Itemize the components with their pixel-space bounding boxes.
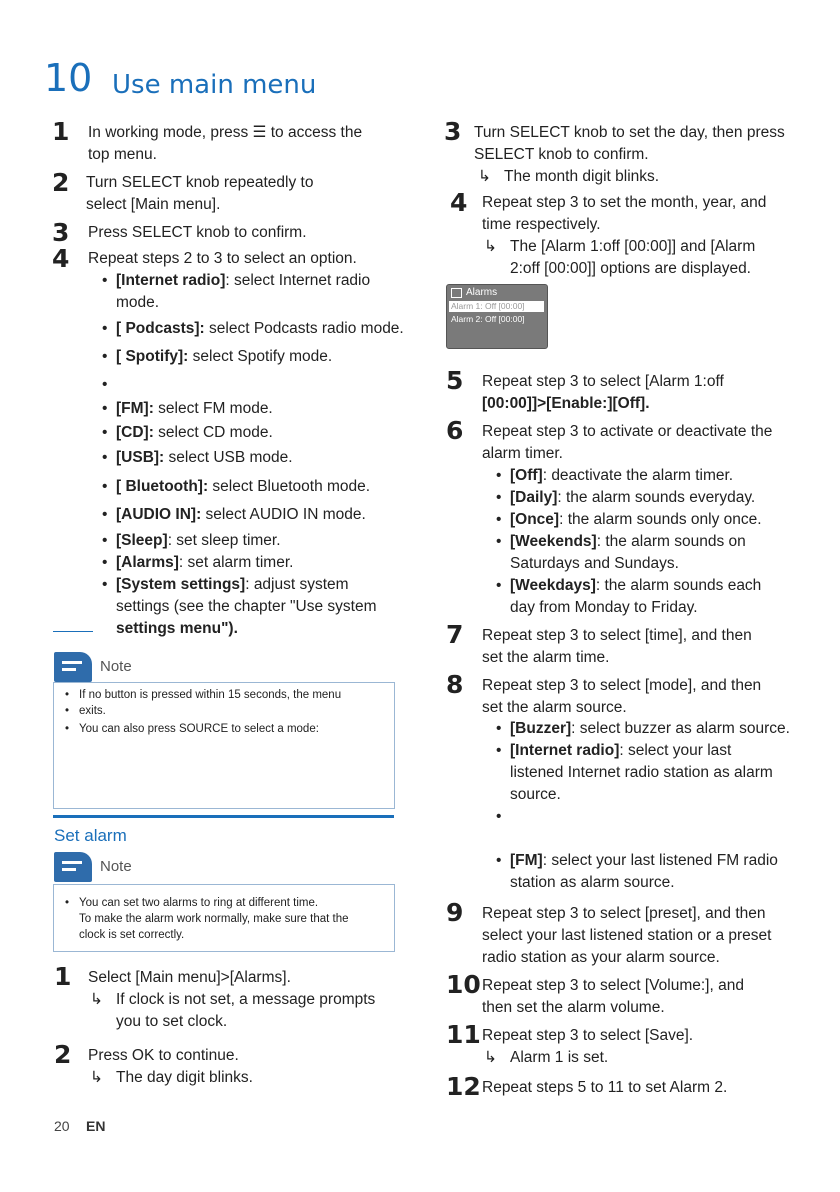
step-number: 4 <box>52 244 70 273</box>
option-item: • [ Bluetooth]: select Bluetooth mode. <box>116 476 446 498</box>
step-text: Repeat step 3 to select [preset], and then select your last listened station or a preset radio station as your alarm source. <box>482 905 772 966</box>
note-icon <box>54 852 92 882</box>
step-number: 11 <box>446 1020 481 1049</box>
step-number: 7 <box>446 620 464 649</box>
step-text: Repeat step 3 to select [time], and then set the alarm time. <box>482 627 752 666</box>
option-item: • [Internet radio]: select Internet radio <box>116 270 446 292</box>
result-arrow-icon: ↳ <box>90 1069 103 1086</box>
option-item: • [Internet radio]: select your last <box>510 740 810 762</box>
option-item <box>116 374 446 396</box>
screen-row-selected: Alarm 1: Off [00:00] <box>449 301 544 312</box>
step-text: Repeat step 3 to select [Save]. <box>482 1027 694 1044</box>
option-item: • [Weekends]: the alarm sounds on <box>510 531 810 553</box>
option-item: • [Once]: the alarm sounds only once. <box>510 509 810 531</box>
note-box: • You can set two alarms to ring at different time. To make the alarm work normally, make sure that the clock is set correctly. <box>53 884 395 952</box>
result-text: If clock is not set, a message prompts you to set clock. <box>116 991 376 1030</box>
option-item: • [FM]: select your last listened FM radio <box>510 850 810 872</box>
step-text: Repeat step 3 to select [Alarm 1:off [00:00]]>[Enable:][Off]. <box>482 373 724 412</box>
step-number: 1 <box>54 962 72 991</box>
step-text: Press SELECT knob to confirm. <box>88 224 307 241</box>
option-item-cont: day from Monday to Friday. <box>510 599 698 616</box>
result-arrow-icon: ↳ <box>484 238 497 255</box>
step-number: 1 <box>52 117 70 146</box>
note-label: Note <box>100 658 132 675</box>
option-item: • [FM]: select FM mode. <box>116 398 446 420</box>
option-item: • [CD]: select CD mode. <box>116 422 446 444</box>
step-text: Repeat steps 2 to 3 to select an option. <box>88 250 357 267</box>
result-text: Alarm 1 is set. <box>510 1049 609 1066</box>
language-code: EN <box>86 1118 106 1134</box>
result-arrow-icon: ↳ <box>90 991 103 1008</box>
step-number: 6 <box>446 416 464 445</box>
option-item-cont: settings (see the chapter "Use system <box>116 598 377 615</box>
source-option-list <box>510 718 810 894</box>
step-text: In working mode, press ☰ to access the top menu. <box>88 124 363 163</box>
step-number: 9 <box>446 898 464 927</box>
screen-row: Alarm 2: Off [00:00] <box>451 314 525 324</box>
step-text: Repeat steps 5 to 11 to set Alarm 2. <box>482 1079 728 1096</box>
step-number: 2 <box>52 168 70 197</box>
step-number: 12 <box>446 1072 481 1101</box>
step-text: Turn SELECT knob to set the day, then press SELECT knob to confirm. <box>474 124 785 163</box>
option-item: • [ Podcasts]: select Podcasts radio mode. <box>116 318 446 340</box>
step-text: Select [Main menu]>[Alarms]. <box>88 969 291 986</box>
section-rule <box>53 815 394 818</box>
option-item-cont: listened Internet radio station as alarm <box>510 764 773 781</box>
step-text: Repeat step 3 to set the month, year, and time respectively. <box>482 194 767 233</box>
page-number: 20 <box>54 1118 70 1134</box>
option-item: • [Weekdays]: the alarm sounds each <box>510 575 810 597</box>
timer-option-list <box>510 465 810 619</box>
step-text: Repeat step 3 to select [mode], and then set the alarm source. <box>482 677 762 716</box>
section-heading: Set alarm <box>54 826 127 845</box>
option-item <box>510 806 810 850</box>
note-box: • If no button is pressed within 15 seconds, the menu • exits. • You can also press SOURCE to select a mode: <box>53 682 395 809</box>
step-number: 4 <box>450 188 468 217</box>
step-text: Turn SELECT knob repeatedly to select [Main menu]. <box>86 174 314 213</box>
option-item-cont: settings menu"). <box>116 620 238 637</box>
option-item: • [Alarms]: set alarm timer. <box>116 552 446 574</box>
option-item: • [Sleep]: set sleep timer. <box>116 530 446 552</box>
step-number: 3 <box>52 218 70 247</box>
result-arrow-icon: ↳ <box>484 1049 497 1066</box>
option-item: • [AUDIO IN]: select AUDIO IN mode. <box>116 504 446 526</box>
note-label: Note <box>100 858 132 875</box>
step-number: 10 <box>446 970 481 999</box>
step-text: Repeat step 3 to select [Volume:], and then set the alarm volume. <box>482 977 744 1016</box>
chapter-title: Use main menu <box>112 70 317 100</box>
step-text: Press OK to continue. <box>88 1047 239 1064</box>
step-text: Repeat step 3 to activate or deactivate the alarm timer. <box>482 423 773 462</box>
option-item-cont: Saturdays and Sundays. <box>510 555 679 572</box>
option-item: • [Off]: deactivate the alarm timer. <box>510 465 810 487</box>
chapter-number: 10 <box>44 56 93 100</box>
result-text: The [Alarm 1:off [00:00]] and [Alarm 2:off [00:00]] options are displayed. <box>510 238 756 277</box>
result-arrow-icon: ↳ <box>478 168 491 185</box>
divider <box>53 631 93 632</box>
option-item: • [USB]: select USB mode. <box>116 447 446 469</box>
option-item: • [System settings]: adjust system <box>116 574 446 596</box>
option-item-cont: mode. <box>116 294 160 311</box>
option-item: • [Buzzer]: select buzzer as alarm source. <box>510 718 810 740</box>
step-number: 3 <box>444 117 462 146</box>
screen-title: Alarms <box>466 287 498 298</box>
step-number: 5 <box>446 366 464 395</box>
option-item-cont: source. <box>510 786 561 803</box>
option-item: • [Daily]: the alarm sounds everyday. <box>510 487 810 509</box>
result-text: The day digit blinks. <box>116 1069 253 1086</box>
option-item: • [ Spotify]: select Spotify mode. <box>116 346 446 368</box>
option-item-cont: station as alarm source. <box>510 874 675 891</box>
note-icon <box>54 652 92 682</box>
device-screen <box>446 284 548 349</box>
list-icon <box>451 288 462 298</box>
option-list <box>116 270 446 640</box>
result-text: The month digit blinks. <box>504 168 660 185</box>
step-number: 8 <box>446 670 464 699</box>
step-number: 2 <box>54 1040 72 1069</box>
